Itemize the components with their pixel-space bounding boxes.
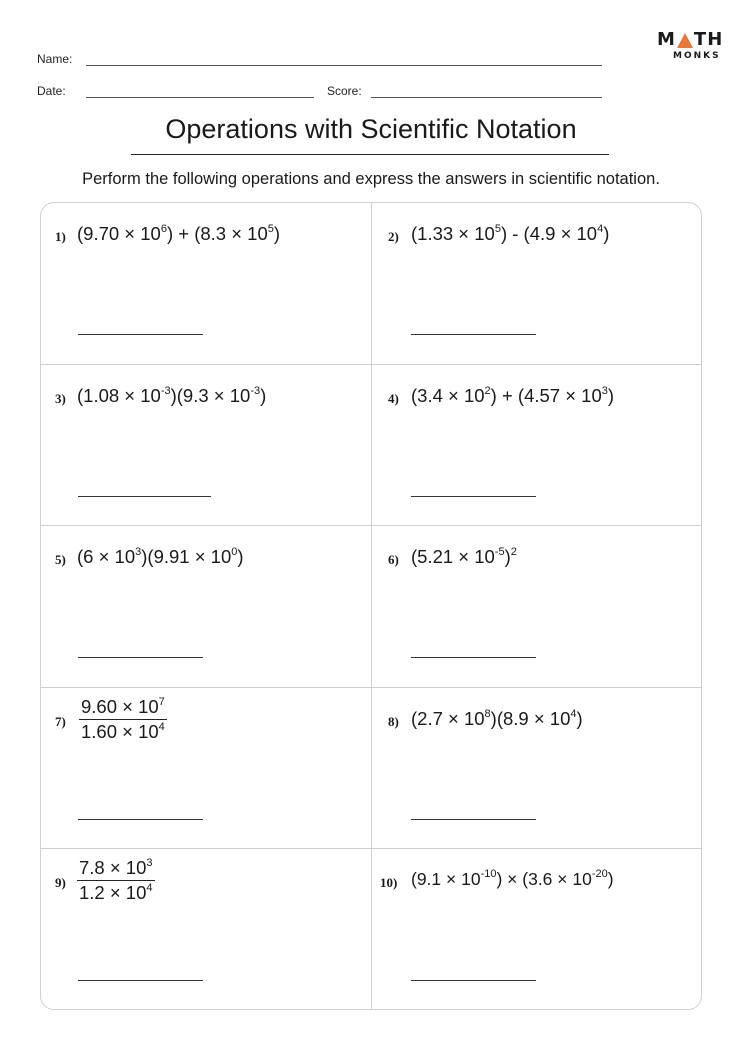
problem-fraction	[79, 696, 167, 743]
problem-number: 9)	[55, 875, 66, 891]
problem-cell	[41, 365, 372, 527]
problem-cell	[372, 849, 702, 1010]
problem-expression: $(2.7 \times 10^8)(8.9 \times 10^4)$	[411, 707, 583, 729]
answer-line[interactable]	[411, 496, 536, 497]
problem-cell	[41, 203, 372, 365]
triangle-icon	[677, 33, 693, 48]
problem-expression: $(3.4 \times 10^2) + (4.57 \times 10^3)$	[411, 384, 615, 406]
problem-cell	[372, 365, 702, 527]
answer-line[interactable]	[78, 819, 203, 820]
logo-text-th: TH	[693, 29, 724, 50]
problem-expression: $(9.1 \times 10^{-10}) \times (3.6 \times 10^{-20})$	[411, 868, 614, 890]
problem-number: 8)	[388, 713, 399, 729]
problem-expression: $(9.70 \times 10^6) + (8.3 \times 10^5)$	[77, 222, 281, 244]
date-field[interactable]	[86, 97, 314, 98]
fraction-denominator: $1.2 \times 10^4$	[79, 882, 153, 904]
answer-line[interactable]	[411, 819, 536, 820]
problem-expression: $(6 \times 10^3)(9.91 \times 10^0)$	[77, 545, 244, 568]
problem-cell	[372, 688, 702, 850]
answer-line[interactable]	[411, 980, 536, 981]
problem-cell	[372, 526, 702, 688]
fraction-denominator: $1.60 \times 10^4$	[81, 720, 165, 742]
problem-expression: $(1.33 \times 10^5) - (4.9 \times 10^4)$	[411, 222, 610, 244]
problem-fraction	[77, 857, 155, 904]
problem-number: 1)	[55, 229, 66, 244]
score-field[interactable]	[371, 97, 602, 98]
problem-number: 4)	[388, 390, 399, 406]
problem-cell	[372, 203, 702, 365]
answer-line[interactable]	[411, 334, 536, 335]
answer-line[interactable]	[411, 657, 536, 658]
problem-number: 5)	[55, 552, 66, 568]
answer-line[interactable]	[78, 657, 203, 658]
answer-line[interactable]	[78, 496, 211, 497]
problem-cell	[41, 849, 372, 1010]
date-label: Date:	[37, 84, 66, 98]
problem-number: 7)	[55, 713, 66, 729]
instructions: Perform the following operations and express the answers in scientific notation.	[82, 170, 660, 188]
page-title: Operations with Scientific Notation	[165, 114, 577, 144]
math-monks-logo	[657, 30, 725, 66]
problem-number: 3)	[55, 390, 66, 406]
problem-expression: $(1.08 \times 10^{-3})(9.3 \times 10^{-3})$	[77, 384, 267, 406]
logo-text-m: M	[657, 29, 676, 50]
answer-line[interactable]	[78, 334, 203, 335]
fraction-numerator: $7.8 \times 10^3$	[77, 857, 155, 881]
problem-cell	[41, 688, 372, 850]
name-field[interactable]	[86, 65, 602, 66]
fraction-numerator: $9.60 \times 10^7$	[79, 696, 167, 720]
problem-cell	[41, 526, 372, 688]
problem-number: 2)	[388, 229, 399, 244]
problem-number: 6)	[388, 552, 399, 568]
title-underline	[131, 154, 609, 155]
problem-expression: $(5.21 \times 10^{-5})^2$	[411, 545, 517, 568]
name-label: Name:	[37, 52, 73, 66]
problem-grid	[40, 202, 702, 1010]
problem-number: 10)	[380, 875, 398, 891]
logo-text-monks: MONKS	[673, 51, 721, 61]
answer-line[interactable]	[78, 980, 203, 981]
score-label: Score:	[327, 84, 362, 98]
